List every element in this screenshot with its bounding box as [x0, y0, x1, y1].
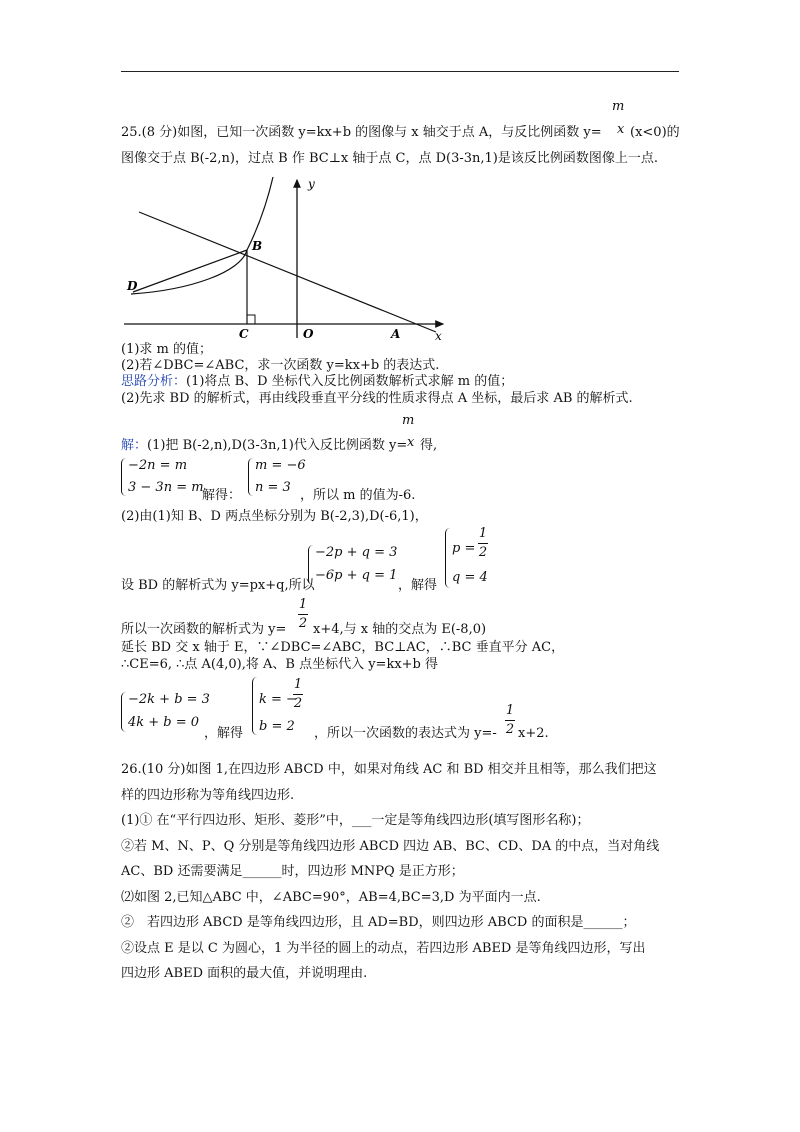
p26-line3: (1)① 在“平行四边形、矩形、菱形”中，___一定是等角线四边形(填写图形名称)； [121, 813, 590, 828]
fraction-bar [505, 720, 515, 721]
hint-line2: (2)先求 BD 的解析式，再由线段垂直平分线的性质求得点 A 坐标，最后求 AB 的解析式. [121, 391, 633, 406]
linear-function-line [139, 212, 436, 332]
label-D: D [127, 279, 138, 293]
solution-line1 [121, 438, 407, 454]
p25-line1-tail: (x<0)的 [630, 125, 680, 140]
sol1-tail: 得, [420, 438, 438, 453]
sys3-eq1: −2p + q = 3 [315, 545, 398, 560]
p26-line8: ②设点 E 是以 C 为圆心，1 为半径的圆上的动点，若四边形 ABED 是等角线四边形，写出 [121, 941, 646, 956]
numerator: 1 [293, 677, 303, 692]
sys4-eq1: p = [452, 541, 476, 556]
p26-line2: 样的四边形称为等角线四边形. [121, 788, 295, 803]
p26-line9: 四边形 ABED 面积的最大值，并说明理由. [121, 966, 368, 981]
linear-text: 所以一次函数的解析式为 y= [121, 622, 287, 637]
header-rule [121, 71, 679, 72]
sys2-eq2: n = 3 [255, 480, 291, 495]
p26-line6: ⑵如图 2,已知△ABC 中，∠ABC=90°，AB=4,BC=3,D 为平面内一点. [121, 890, 541, 905]
final-half [505, 704, 515, 737]
label-C: C [239, 327, 249, 341]
p25-line2: 图像交于点 B(-2,n)，过点 B 作 BC⊥x 轴于点 C，点 D(3-3n,1)是该反比例函数图像上一点. [121, 151, 658, 166]
p25-line1 [121, 125, 602, 141]
final-tail: x+2. [518, 726, 549, 741]
ce-line: ∴CE=6, ∴点 A(4,0),将 A、B 点坐标代入 y=kx+b 得 [121, 657, 439, 672]
denominator: 2 [505, 722, 515, 737]
denominator: 2 [478, 545, 488, 560]
sys1-eq2: 3 − 3n = m [128, 480, 204, 495]
sol-denominator-x: x [407, 435, 415, 450]
denominator: 2 [293, 696, 303, 711]
solve2: ，解得 [398, 578, 438, 593]
sys4-eq2: q = 4 [452, 570, 488, 585]
linear-tail: x+4,与 x 轴的交点为 E(-8,0) [313, 622, 487, 637]
sol-fraction-m [402, 414, 414, 428]
denominator-x: x [617, 122, 625, 137]
label-A: A [391, 327, 401, 341]
label-B: B [252, 239, 263, 253]
denominator: 2 [298, 616, 308, 631]
sys5-eq2: 4k + b = 0 [128, 715, 200, 730]
question-1: (1)求 m 的值； [121, 342, 213, 357]
solve-word: 解得： [202, 488, 242, 503]
brace-3 [308, 545, 315, 585]
hint-label: 思路分析： [121, 374, 187, 389]
sol1-end: ，所以 m 的值为-6. [300, 488, 416, 503]
p26-line4: ②若 M、N、P、Q 分别是等角线四边形 ABCD 四边 AB、BC、CD、DA 的中点，当对角线 [121, 839, 660, 854]
sys6-eq2: b = 2 [259, 719, 295, 734]
brace-1 [121, 458, 128, 496]
brace-2 [248, 458, 255, 496]
text: 25.(8 分)如图，已知一次函数 y=kx+b 的图像与 x 轴交于点 A，与反比例函数 y= [121, 125, 602, 140]
function-graph [121, 172, 451, 342]
hyperbola-curve [131, 177, 273, 294]
numerator: m [402, 413, 415, 428]
fraction-bar [293, 694, 303, 695]
sys6-half [293, 678, 303, 711]
numerator: 1 [298, 597, 308, 612]
p26-line7: ② 若四边形 ABCD 是等角线四边形，且 AD=BD，则四边形 ABCD 的面积是______； [121, 915, 636, 930]
solve3: ，解得 [204, 726, 244, 741]
brace-5 [121, 692, 128, 732]
solution-label: 解： [121, 438, 148, 453]
label-x: x [435, 329, 442, 342]
brace-4 [445, 528, 452, 588]
hint-line1 [121, 374, 513, 390]
numerator: m [612, 99, 625, 114]
sys4-half [478, 527, 488, 560]
question-2: (2)若∠DBC=∠ABC，求一次函数 y=kx+b 的表达式. [121, 358, 440, 373]
bd-text: 设 BD 的解析式为 y=px+q,所以 [121, 578, 315, 593]
fraction-bar [478, 543, 488, 544]
sys6-eq1: k = − [259, 692, 297, 707]
segment-BD [133, 250, 247, 292]
sys3-eq2: −6p + q = 1 [315, 568, 398, 583]
p26-line1: 26.(10 分)如图 1,在四边形 ABCD 中，如果对角线 AC 和 BD 相交并且相等，那么我们把这 [121, 762, 657, 777]
numerator: 1 [505, 703, 515, 718]
sys5-eq1: −2k + b = 3 [128, 692, 210, 707]
sys2-eq1: m = −6 [255, 458, 306, 473]
solution-line2: (2)由(1)知 B、D 两点坐标分别为 B(-2,3),D(-6,1)， [121, 509, 428, 524]
label-O: O [303, 327, 314, 341]
final-text: ，所以一次函数的表达式为 y=- [314, 726, 497, 741]
numerator: 1 [478, 526, 488, 541]
hint-text: (1)将点 B、D 坐标代入反比例函数解析式求解 m 的值； [186, 374, 514, 389]
p26-line5: AC、BD 还需要满足______时，四边形 MNPQ 是正方形； [121, 864, 464, 879]
fraction-m-over-x [612, 100, 624, 114]
label-y: y [308, 177, 315, 191]
fraction-bar [298, 614, 308, 615]
right-angle-mark [247, 315, 255, 324]
half-fraction [298, 598, 308, 631]
extend-line: 延长 BD 交 x 轴于 E，∵∠DBC=∠ABC，BC⊥AC，∴BC 垂直平分 AC， [121, 640, 565, 655]
text: (1)把 B(-2,n),D(3-3n,1)代入反比例函数 y= [147, 438, 408, 453]
brace-6 [252, 677, 259, 735]
sys1-eq1: −2n = m [128, 458, 188, 473]
